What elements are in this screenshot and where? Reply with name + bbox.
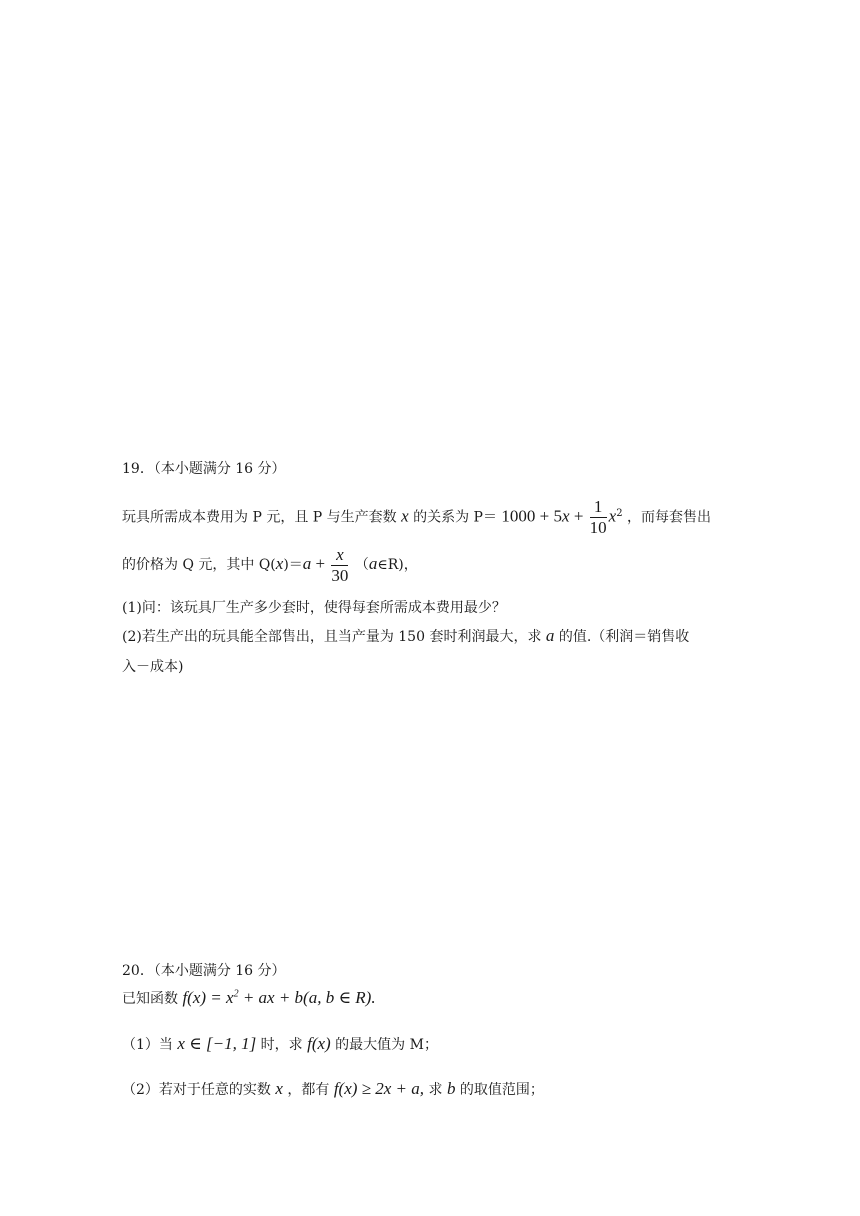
fraction-one-tenth: $\frac{1}{10}$: [589, 497, 607, 538]
problem-19-title: 19．（本小题满分 16 分）: [122, 461, 286, 477]
problem-19-line-1: 玩具所需成本费用为 P 元，且 P 与生产套数 x 的关系为 P＝ 1000 + 5x + $\frac{1}{10}$ $x^2$ ，而每套售出: [122, 497, 712, 538]
problem-20-title: 20．（本小题满分 16 分）: [122, 963, 286, 979]
problem-20-part-2: （2）若对于任意的实数 x ，都有 f(x) ≥ 2x + a, 求 b 的取值范围；: [122, 1079, 544, 1098]
problem-20-line-1: 已知函数 $f(x) = x^2$ + ax + b(a, b ∈ R).: [122, 988, 376, 1007]
problem-19-part-2-cont: 入－成本): [122, 659, 184, 675]
fraction-x-over-30: $\frac{x}{30}$: [331, 544, 349, 585]
function-definition: $f(x) = x^2$ + ax + b(a, b ∈ R).: [182, 988, 376, 1007]
cost-expression: 1000 + 5x +: [501, 506, 588, 526]
problem-19-line-2: 的价格为 Q 元，其中 Q(x)＝a + $\frac{x}{30}$ （a∈R)，: [122, 544, 418, 585]
problem-20-part-1: （1）当 x ∈ [−1, 1] 时，求 f(x) 的最大值为 M；: [122, 1034, 438, 1053]
problem-19-part-2: (2)若生产出的玩具能全部售出，且当产量为 150 套时利润最大，求 a 的值.（利润＝销售收: [122, 626, 690, 645]
problem-19-part-1: (1)问：该玩具厂生产多少套时，使得每套所需成本费用最少？: [122, 600, 506, 616]
